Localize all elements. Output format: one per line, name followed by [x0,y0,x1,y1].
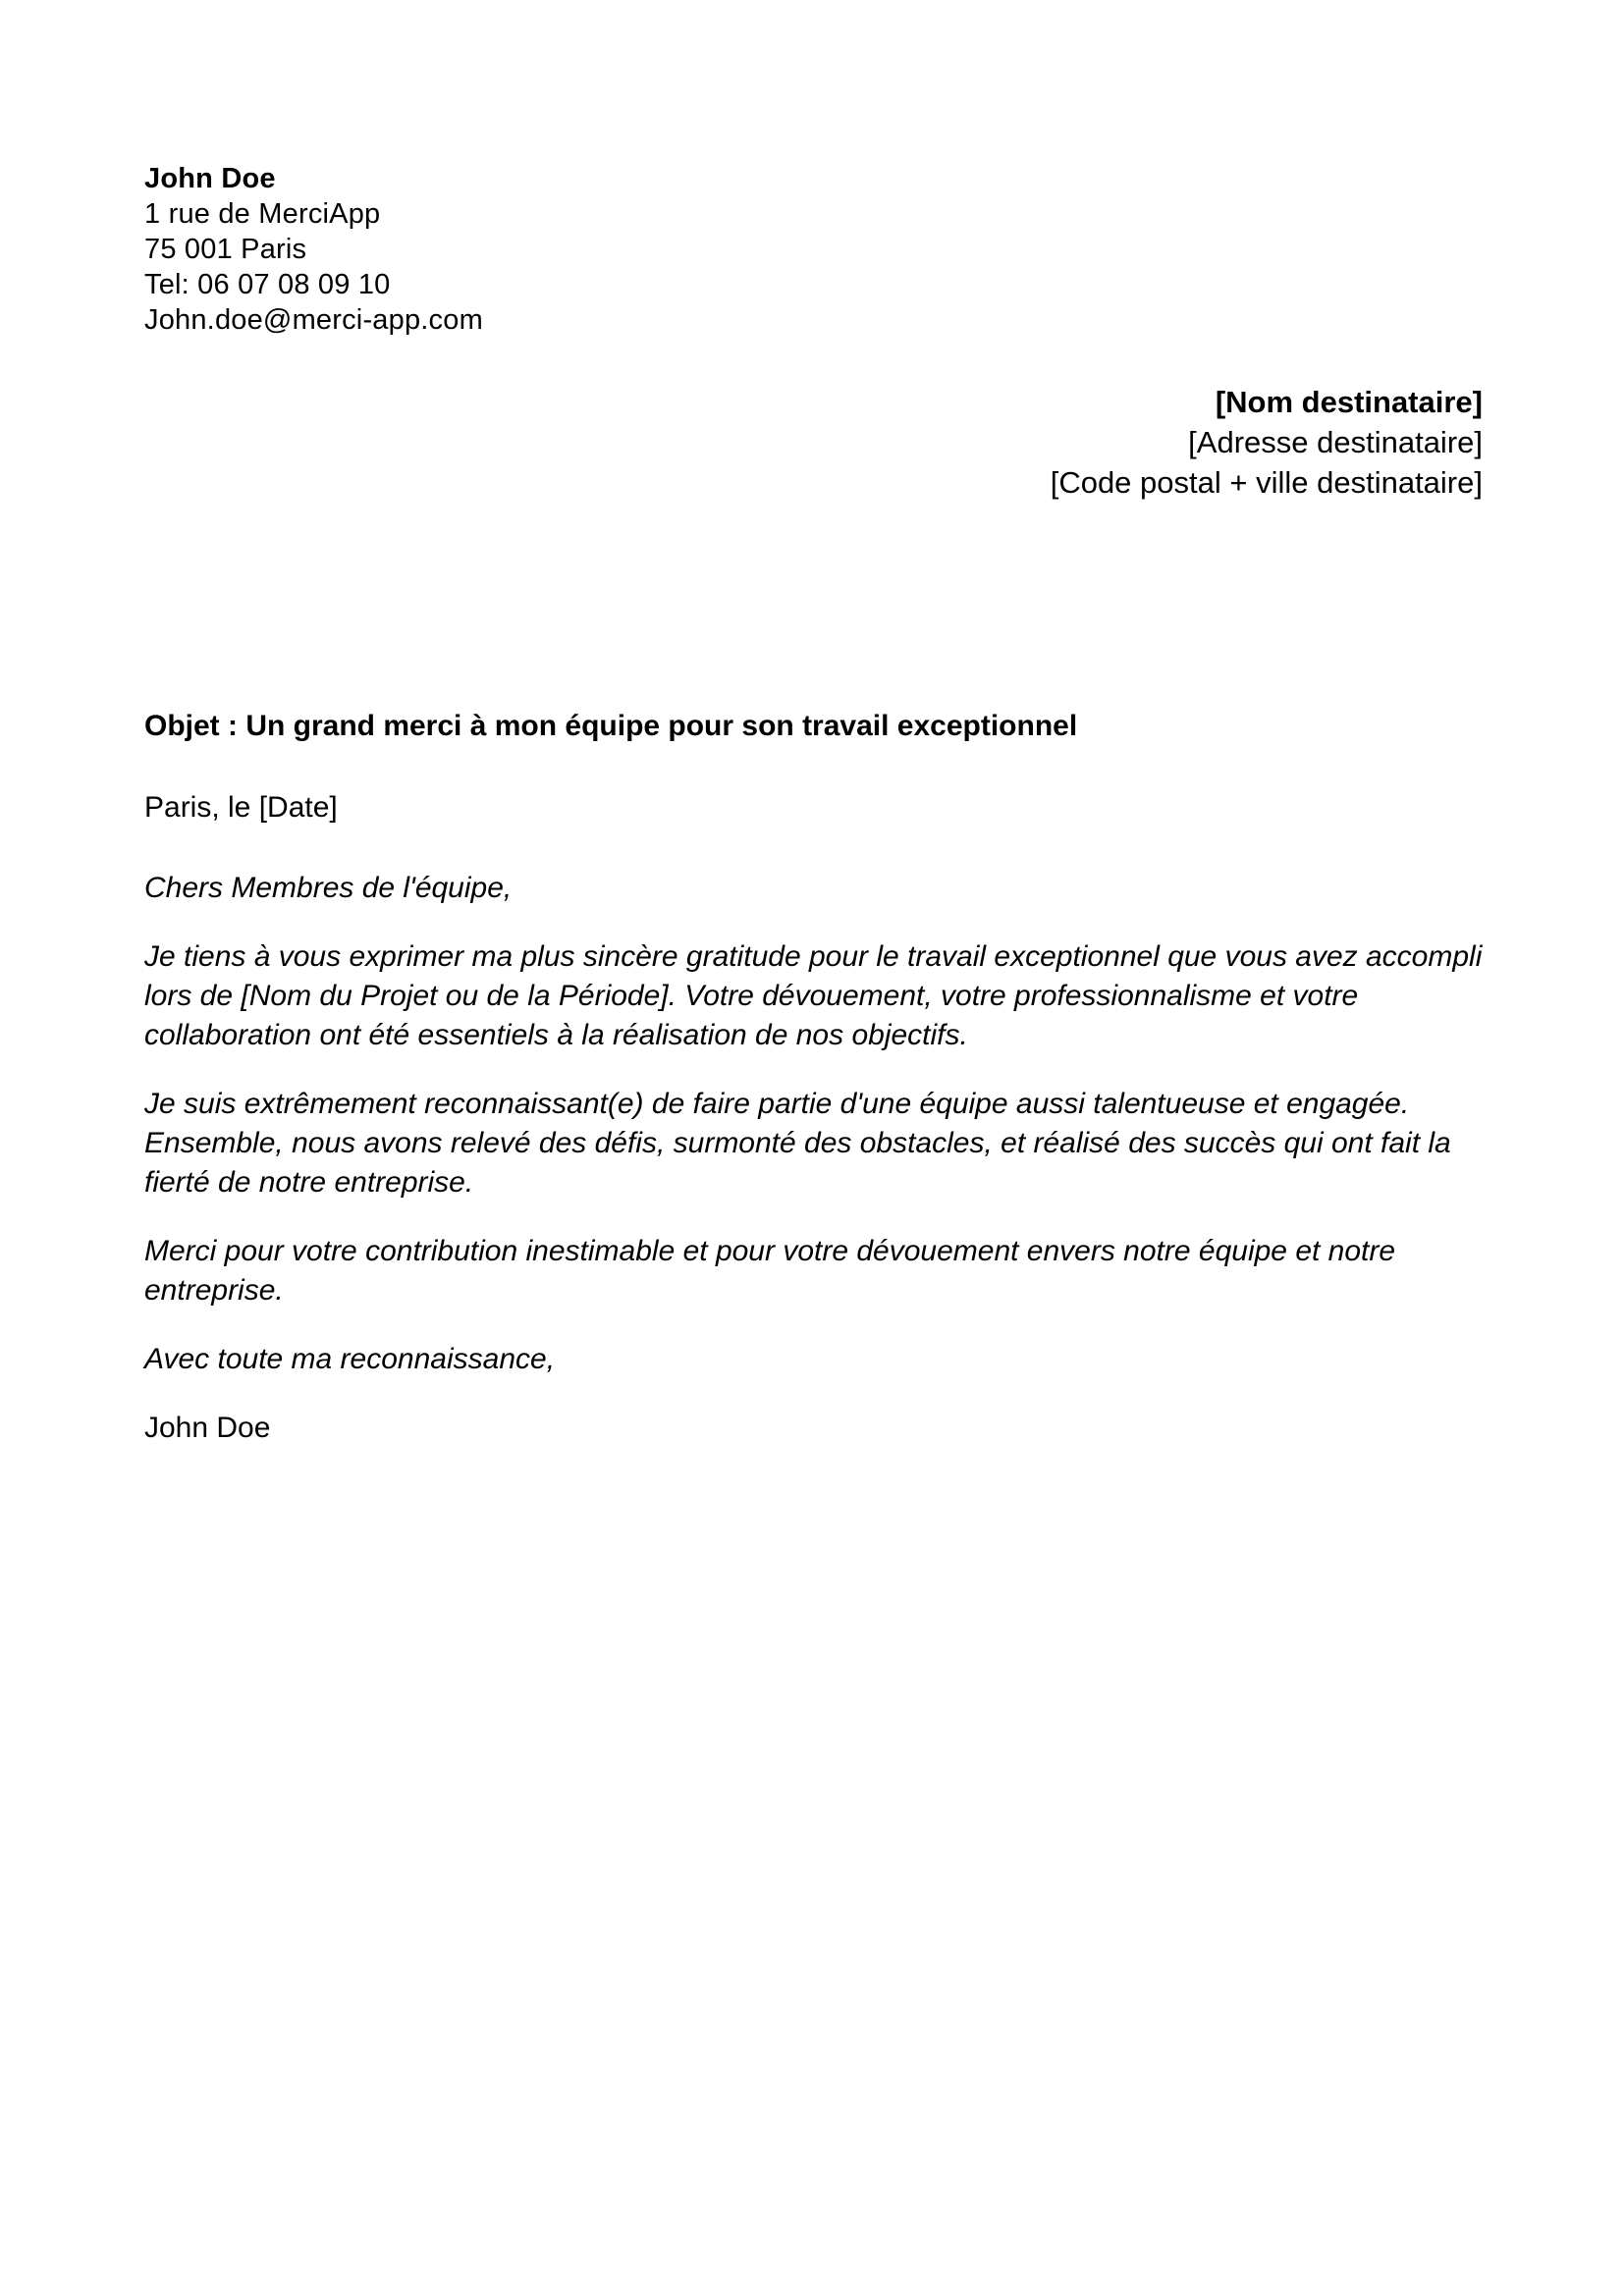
signature-name: John Doe [144,1412,271,1444]
recipient-block [144,382,1483,503]
sender-address-line1: 1 rue de MerciApp [144,198,381,230]
subject-line: Objet : Un grand merci à mon équipe pour son travail exceptionnel [144,710,1078,742]
closing-line: Avec toute ma reconnaissance, [144,1343,556,1375]
body-paragraph-3: Merci pour votre contribution inestimable et pour votre dévouement envers notre équipe et notre entreprise. [144,1235,1396,1307]
body-paragraph-1: Je tiens à vous exprimer ma plus sincère gratitude pour le travail exceptionnel que vous avez accompli lors de [Nom du Projet ou de la Période]. Votre dévouement, votre professionnalisme et votre collaboration ont été essentiels à la réalisation de nos objectifs. [144,940,1483,1051]
sender-phone: Tel: 06 07 08 09 10 [144,269,391,300]
sender-address-line2: 75 001 Paris [144,234,307,265]
body-paragraph-2: Je suis extrêmement reconnaissant(e) de faire partie d'une équipe aussi talentueuse et engagée. Ensemble, nous avons relevé des défis, surmonté des obstacles, et réalisé des succès qui ont fait la fierté de notre entreprise. [144,1088,1451,1199]
recipient-address: [Adresse destinataire] [1188,425,1483,459]
date-line: Paris, le [Date] [144,791,338,824]
sender-block [144,161,1483,338]
sender-email: John.doe@merci-app.com [144,304,483,336]
salutation: Chers Membres de l'équipe, [144,872,513,904]
recipient-name: [Nom destinataire] [1215,385,1483,419]
sender-name: John Doe [144,163,276,194]
recipient-postal-city: [Code postal + ville destinataire] [1050,465,1483,500]
